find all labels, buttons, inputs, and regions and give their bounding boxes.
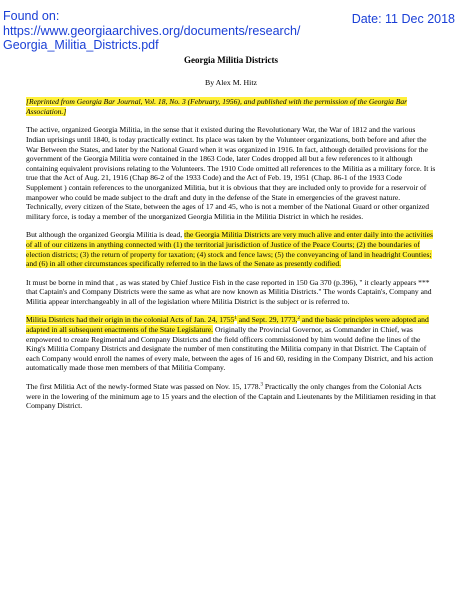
paragraph-3: It must be borne in mind that , as was stated by Chief Justice Fish in the case reported in 150 Ga 370 (p.396), " it clearly appears *** that Captain's and Company Districts were the same as what are now known as Militia Districts." The words Captain's, Company and Militia appear interchangeably in all of the legislation where Militia District is the subject or is referred to.: [26, 277, 432, 306]
paragraph-1: The active, organized Georgia Militia, in the sense that it existed during the Revolutionary War, the War of 1812 and the various Indian uprisings until 1840, is today practically extinct. Its place was taken by the Volunteer organizations, both before and after the War Between the States, and later by the National Guard when it was organized in 1916. In fact, although detailed provisions for the government of the Georgia Militia were contained in the 1863 Code, later Codes dropped all but a few references to it although containing equivalent provisions relating to the Volunteers. The 1910 Code omitted all references to the Militia as a military force. It is true that the Act of Aug. 21, 1916 (Chap 86-2 of the 1933 Code) and the Act of Feb. 19, 1951 (Chap. 86-1 of the 1933 Code Supplement ) contain references to the unorganized Militia, but it is obvious that they are included only to provide for a reservoir of manpower who could be made subject to the draft and duty in the defense of the State in emergencies of the gravest nature. Technically, every citizen of the State, between the ages of 17 and 45, who is not a member of the National Guard or other organized military force, is today a member of the unorganized Georgia Militia in the Militia District in which he resides.: [26, 125, 436, 221]
page-header: [0, 0, 463, 58]
reprint-note: [26, 97, 436, 116]
document-author: By Alex M. Hitz: [205, 77, 257, 87]
footnote-ref-3: 3: [260, 382, 263, 388]
reprint-note-text: [Reprinted from Georgia Bar Journal, Vol. 18, No. 3 (February, 1956), and published with the permission of the Georgia Bar Association.]: [26, 97, 408, 116]
paragraph-2: [26, 230, 436, 268]
paragraph-2-highlight: the Georgia Militia Districts are very much alive and enter daily into the activities of all of our citizens in anything connected with (1) the territorial jurisdiction of Justice of the Peace Courts; (2) the boundaries of election districts; (3) the return of property for taxation; (4) stock and fence laws; (5) the conveyancing of land in headright Counties; and (6) in all other circumstances specifically referred to in the laws of the Senate as presently codified.: [26, 230, 434, 269]
paragraph-5-a: The first Militia Act of the newly-formed State was passed on Nov. 15, 1778.: [26, 382, 261, 392]
source-url[interactable]: Found on: https://www.georgiaarchives.org/documents/research/Georgia_Militia_Districts.pdf: [3, 9, 301, 52]
footnote-ref-1: 1: [234, 315, 237, 321]
capture-date: Date: 11 Dec 2018: [351, 12, 455, 26]
paragraph-5-b: Practically the only changes from the Colonial Acts were in the lowering of the minimum age to 15 years and the election of the Captain and Lieutenants by the Militiamen residing in that Company District.: [26, 382, 436, 411]
paragraph-5: [26, 382, 436, 411]
document-title: Georgia Militia Districts: [184, 55, 278, 65]
paragraph-4: [26, 315, 436, 373]
document-body: [26, 56, 436, 420]
paragraph-2-plain: But although the organized Georgia Militia is dead,: [26, 230, 185, 240]
paragraph-4-plain: Originally the Provincial Governor, as Commander in Chief, was empowered to create Regimental and Company Districts and the field officers commissioned by him would define the lines of the King's Militia Company Districts and designate the number of men constituting the Militia company in that District. The Captain of each Company would enroll the names of every male, between the ages of 16 and 60, residing in the Company District, and his action automatically made those men members of that Militia Company.: [26, 325, 433, 373]
footnote-ref-2: 2: [297, 315, 300, 321]
paragraph-4-highlight-c: and the basic principles were adopted and adapted in all subsequent enactments of the State Legislature.: [26, 315, 429, 335]
paragraph-4-highlight-b: and Sept. 29, 1773,: [236, 315, 298, 325]
paragraph-4-highlight-a: Militia Districts had their origin in the colonial Acts of Jan. 24, 1755: [26, 315, 235, 325]
